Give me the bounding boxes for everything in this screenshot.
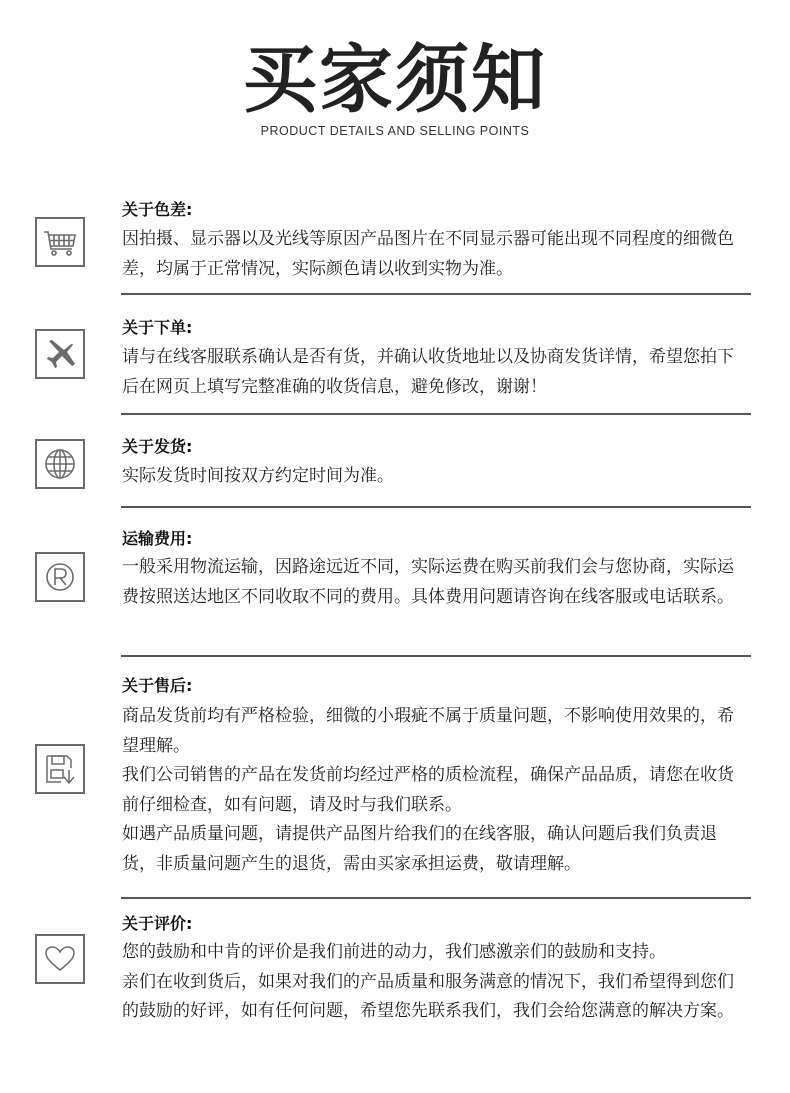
section-body [122, 702, 742, 879]
registered-icon [35, 552, 85, 602]
globe-icon [35, 439, 85, 489]
save-download-icon [35, 744, 85, 794]
section-paragraph: 请与在线客服联系确认是否有货，并确认收货地址以及协商发货详情，希望您拍下后在网页上填写完整准确的收货信息，避免修改，谢谢！ [122, 347, 734, 397]
section-paragraph: 一般采用物流运输，因路途远近不同，实际运费在购买前我们会与您协商，实际运费按照送达地区不同收取不同的费用。具体费用问题请咨询在线客服或电话联系。 [122, 557, 734, 607]
divider [121, 655, 751, 657]
section-title: 关于下单: [122, 318, 193, 337]
heart-icon [35, 934, 85, 984]
divider [121, 506, 751, 508]
section-body [122, 462, 742, 492]
shopping-cart-icon [35, 217, 85, 267]
airplane-icon [35, 329, 85, 379]
section-title: 运输费用: [122, 529, 193, 548]
divider [121, 413, 751, 415]
section-body [122, 225, 742, 284]
section-paragraph: 您的鼓励和中肯的评价是我们前进的动力，我们感激亲们的鼓励和支持。 [122, 942, 666, 962]
section-paragraph: 因拍摄、显示器以及光线等原因产品图片在不同显示器可能出现不同程度的细微色差，均属于正常情况，实际颜色请以收到实物为准。 [122, 229, 734, 279]
section-paragraph: 如遇产品质量问题，请提供产品图片给我们的在线客服，确认问题后我们负责退货，非质量问题产生的退货，需由买家承担运费，敬请理解。 [122, 824, 717, 874]
page-title: 买家须知 [243, 37, 547, 123]
section-paragraph: 商品发货前均有严格检验，细微的小瑕疵不属于质量问题，不影响使用效果的，希望理解。 [122, 706, 734, 756]
section-body [122, 343, 742, 402]
page-subtitle: PRODUCT DETAILS AND SELLING POINTS [260, 124, 530, 138]
section-paragraph: 我们公司销售的产品在发货前均经过严格的质检流程，确保产品品质，请您在收货前仔细检查，如有问题，请及时与我们联系。 [122, 765, 734, 815]
section-title: 关于色差: [122, 200, 193, 219]
section-body [122, 553, 742, 612]
section-title: 关于评价: [122, 914, 193, 933]
section-body [122, 938, 742, 1027]
section-title: 关于售后: [122, 676, 193, 695]
section-paragraph: 亲们在收到货后，如果对我们的产品质量和服务满意的情况下，我们希望得到您们的鼓励的好评，如有任何问题，希望您先联系我们，我们会给您满意的解决方案。 [122, 971, 734, 1021]
divider [121, 897, 751, 899]
section-title: 关于发货: [122, 437, 193, 456]
divider [121, 293, 751, 295]
section-paragraph: 实际发货时间按双方约定时间为准。 [122, 466, 394, 486]
